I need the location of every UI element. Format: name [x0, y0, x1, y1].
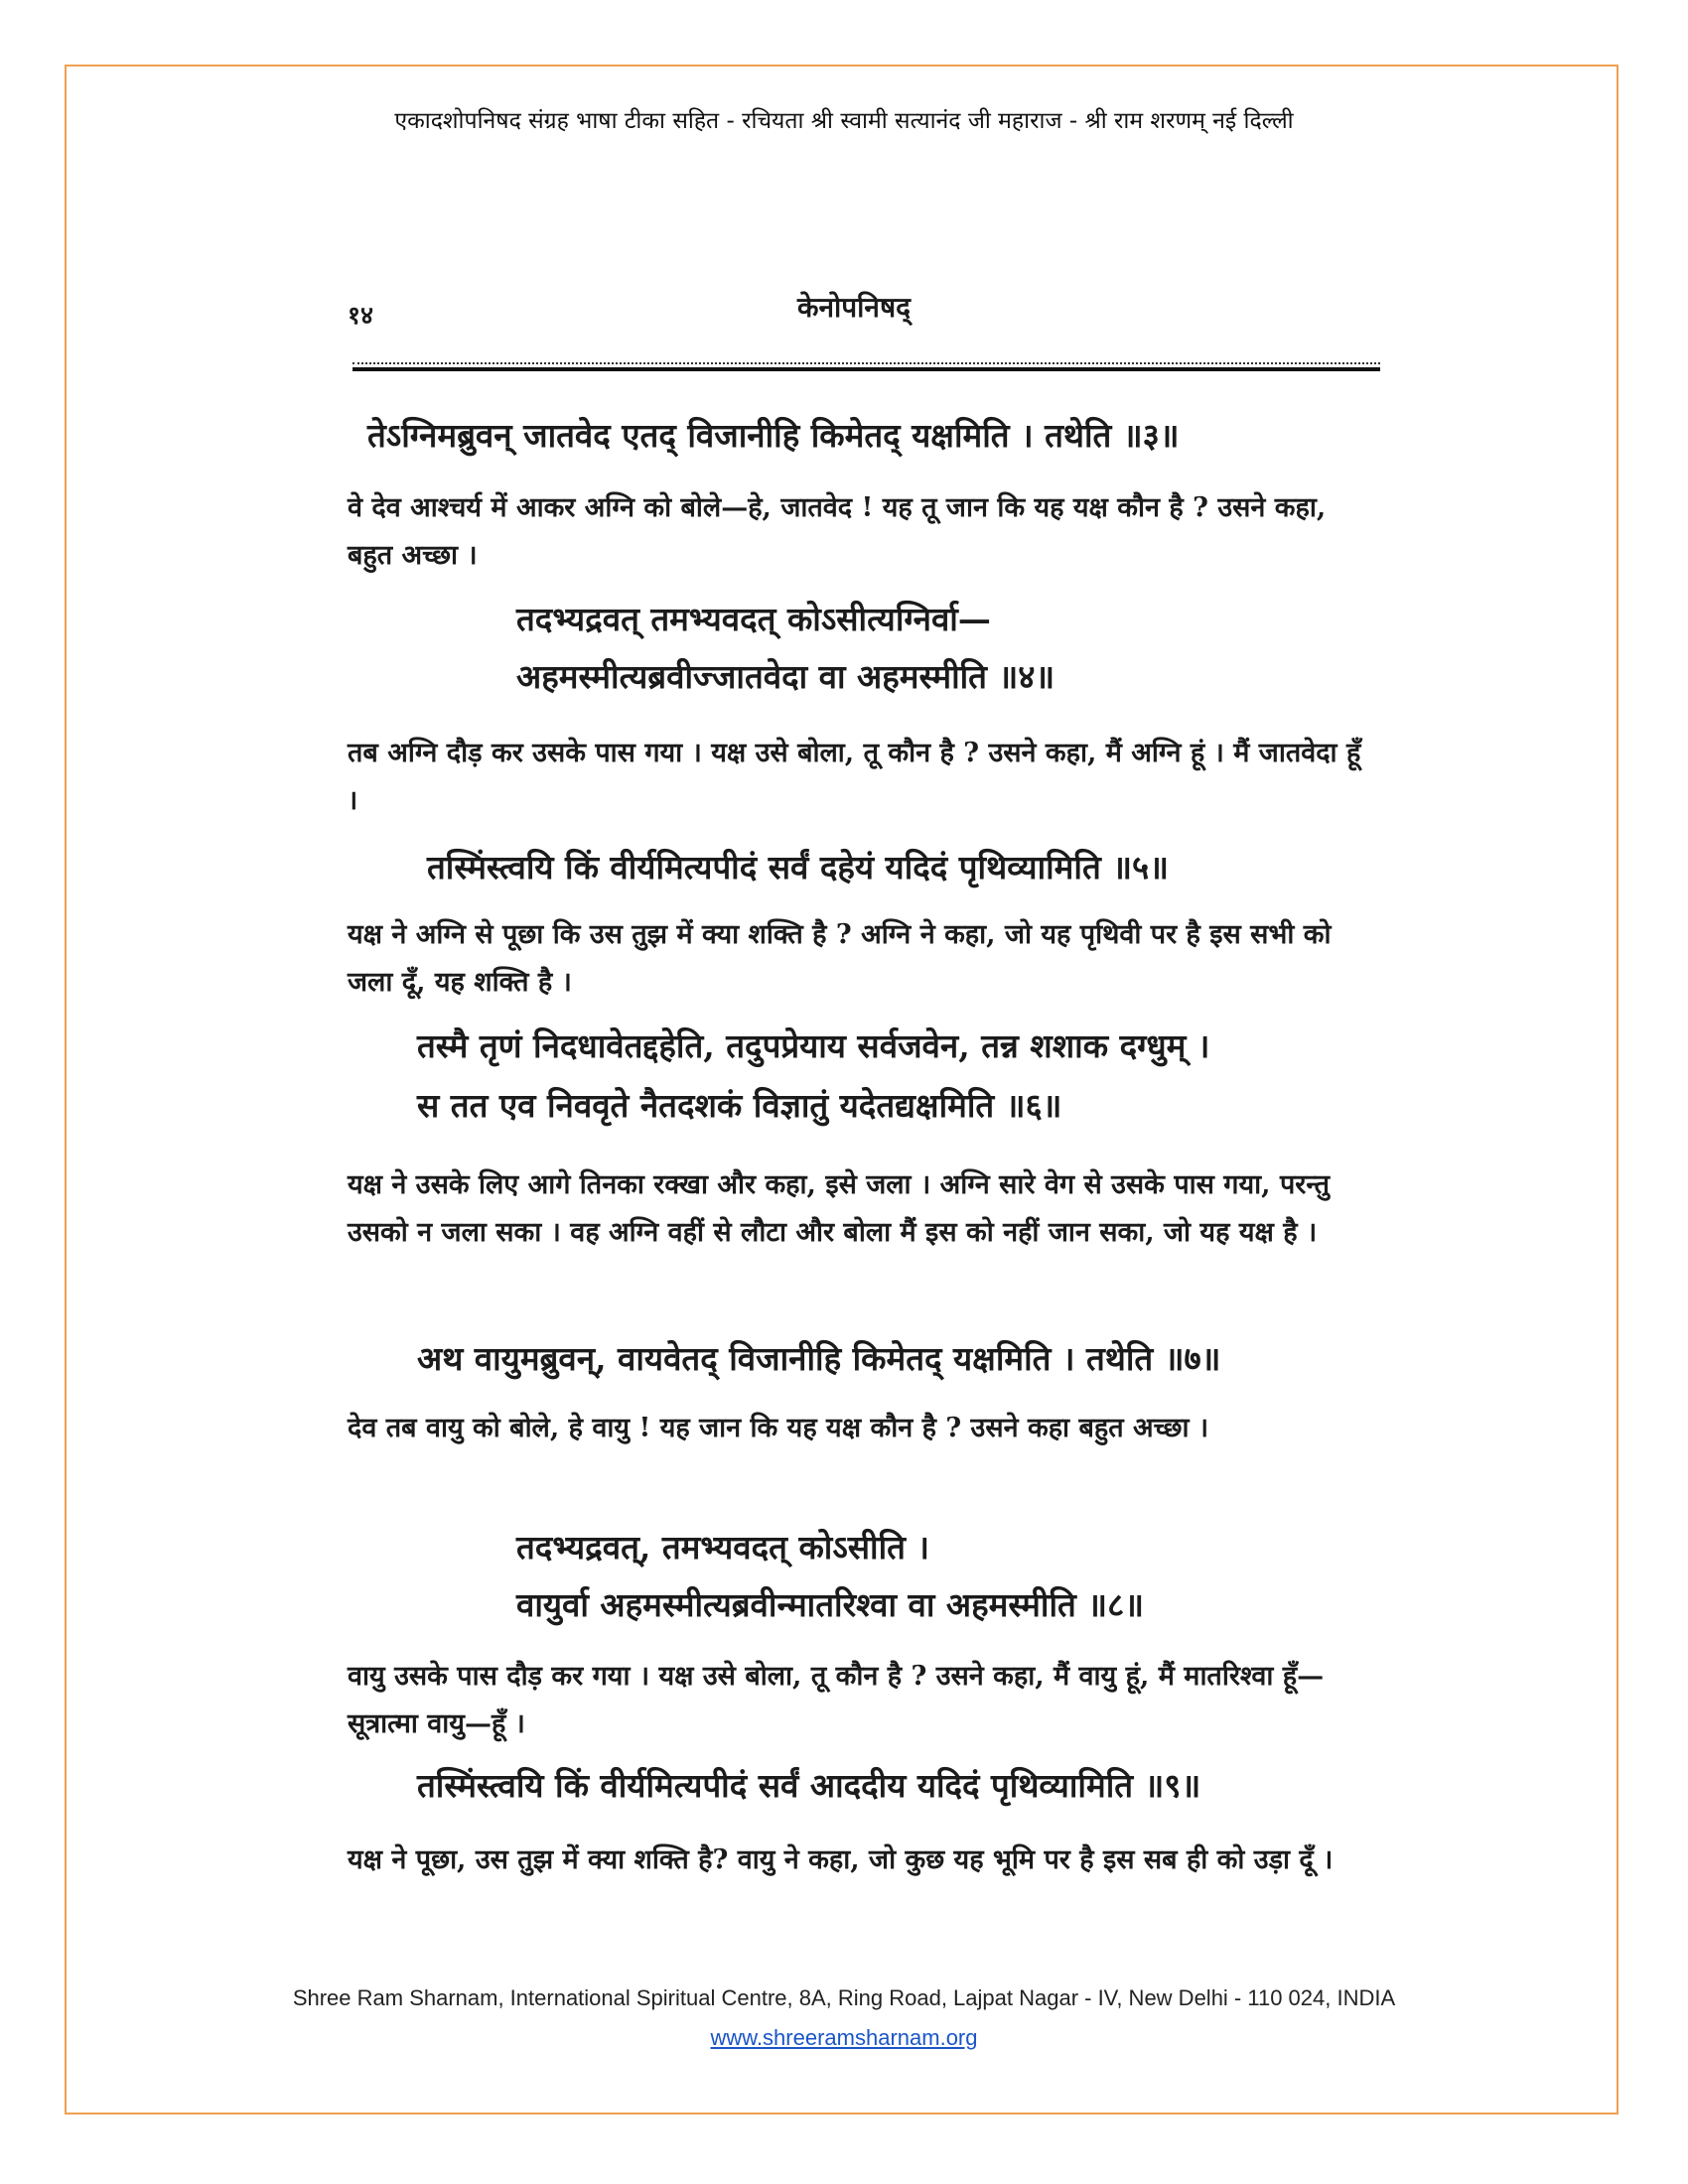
translation-9: यक्ष ने पूछा, उस तुझ में क्या शक्ति है? वायु ने कहा, जो कुछ यह भूमि पर है इस सब ही को उड़ा दूँ । — [348, 1844, 1334, 1875]
translation-8: वायु उसके पास दौड़ कर गया । यक्ष उसे बोला, तू कौन है ? उसने कहा, मैं वायु हूं, मैं मातरिश्वा हूँ—सूत्रात्मा वायु—हूँ । — [348, 1661, 1325, 1739]
scanned-page — [328, 268, 1380, 1946]
page-title: केनोपनिषद् — [796, 291, 912, 324]
document-header: एकादशोपनिषद संग्रह भाषा टीका सहित - रचियता श्री स्वामी सत्यानंद जी महाराज - श्री राम शरणम् नई दिल्ली — [394, 108, 1294, 134]
page-heading — [328, 268, 1380, 338]
verse-9: तस्मिंस्त्वयि किं वीर्यमित्यपीदं सर्वं आददीय यदिदं पृथिव्यामिति ॥९॥ — [417, 1766, 1201, 1805]
verse-8-line-1: तदभ्यद्रवत्, तमभ्यवदत् कोऽसीति । — [516, 1528, 929, 1567]
translation-5: यक्ष ने अग्नि से पूछा कि उस तुझ में क्या शक्ति है ? अग्नि ने कहा, जो यह पृथिवी पर है इस सभी को जला दूँ, यह शक्ति है । — [348, 919, 1332, 998]
footer-address: Shree Ram Sharnam, International Spiritual Centre, 8A, Ring Road, Lajpat Nagar - IV, New Delhi - 110 024, INDIA — [292, 1985, 1396, 2010]
verse-6-line-1: तस्मै तृणं निदधावेतद्दहेति, तदुपप्रेयाय सर्वजवेन, तन्न शशाक दग्धुम् । — [417, 1026, 1210, 1065]
heading-rule — [352, 367, 1380, 371]
verse-4-line-2: अहमस्मीत्यब्रवीज्जातवेदा वा अहमस्मीति ॥४॥ — [516, 657, 1055, 696]
verse-4-line-1: तदभ्यद्रवत् तमभ्यवदत् कोऽसीत्यग्निर्वा— — [516, 600, 991, 638]
translation-6: यक्ष ने उसके लिए आगे तिनका रक्खा और कहा, इसे जला । अग्नि सारे वेग से उसके पास गया, परन्तु उसको न जला सका । वह अग्नि वहीं से लौटा और बोला मैं इस को नहीं जान सका, जो यह यक्ष है । — [348, 1169, 1331, 1248]
page-number: १४ — [348, 301, 374, 330]
verse-8-line-2: वायुर्वा अहमस्मीत्यब्रवीन्मातरिश्वा वा अहमस्मीति ॥८॥ — [516, 1585, 1145, 1624]
translation-4: तब अग्नि दौड़ कर उसके पास गया । यक्ष उसे बोला, तू कौन है ? उसने कहा, मैं अग्नि हूं । मैं जातवेदा हूँ । — [348, 738, 1361, 816]
verse-3: तेऽग्निमब्रुवन् जातवेद एतद् विजानीहि किमेतद् यक्षमिति । तथेति ॥३॥ — [367, 416, 1180, 455]
verse-7: अथ वायुमब्रुवन्, वायवेतद् विजानीहि किमेतद् यक्षमिति । तथेति ॥७॥ — [417, 1339, 1221, 1378]
translation-3: वे देव आश्चर्य में आकर अग्नि को बोले—हे, जातवेद ! यह तू जान कि यह यक्ष कौन है ? उसने कहा, बहुत अच्छा । — [348, 492, 1327, 571]
dotted-rule — [352, 362, 1380, 364]
translation-7: देव तब वायु को बोले, हे वायु ! यह जान कि यह यक्ष कौन है ? उसने कहा बहुत अच्छा । — [348, 1413, 1209, 1443]
verse-5: तस्मिंस्त्वयि किं वीर्यमित्यपीदं सर्वं दहेयं यदिदं पृथिव्यामिति ॥५॥ — [427, 848, 1169, 887]
website-link[interactable]: www.shreeramsharnam.org — [710, 2025, 978, 2050]
verse-6-line-2: स तत एव निववृते नैतदशकं विज्ञातुं यदेतद्यक्षमिति ॥६॥ — [417, 1086, 1062, 1125]
